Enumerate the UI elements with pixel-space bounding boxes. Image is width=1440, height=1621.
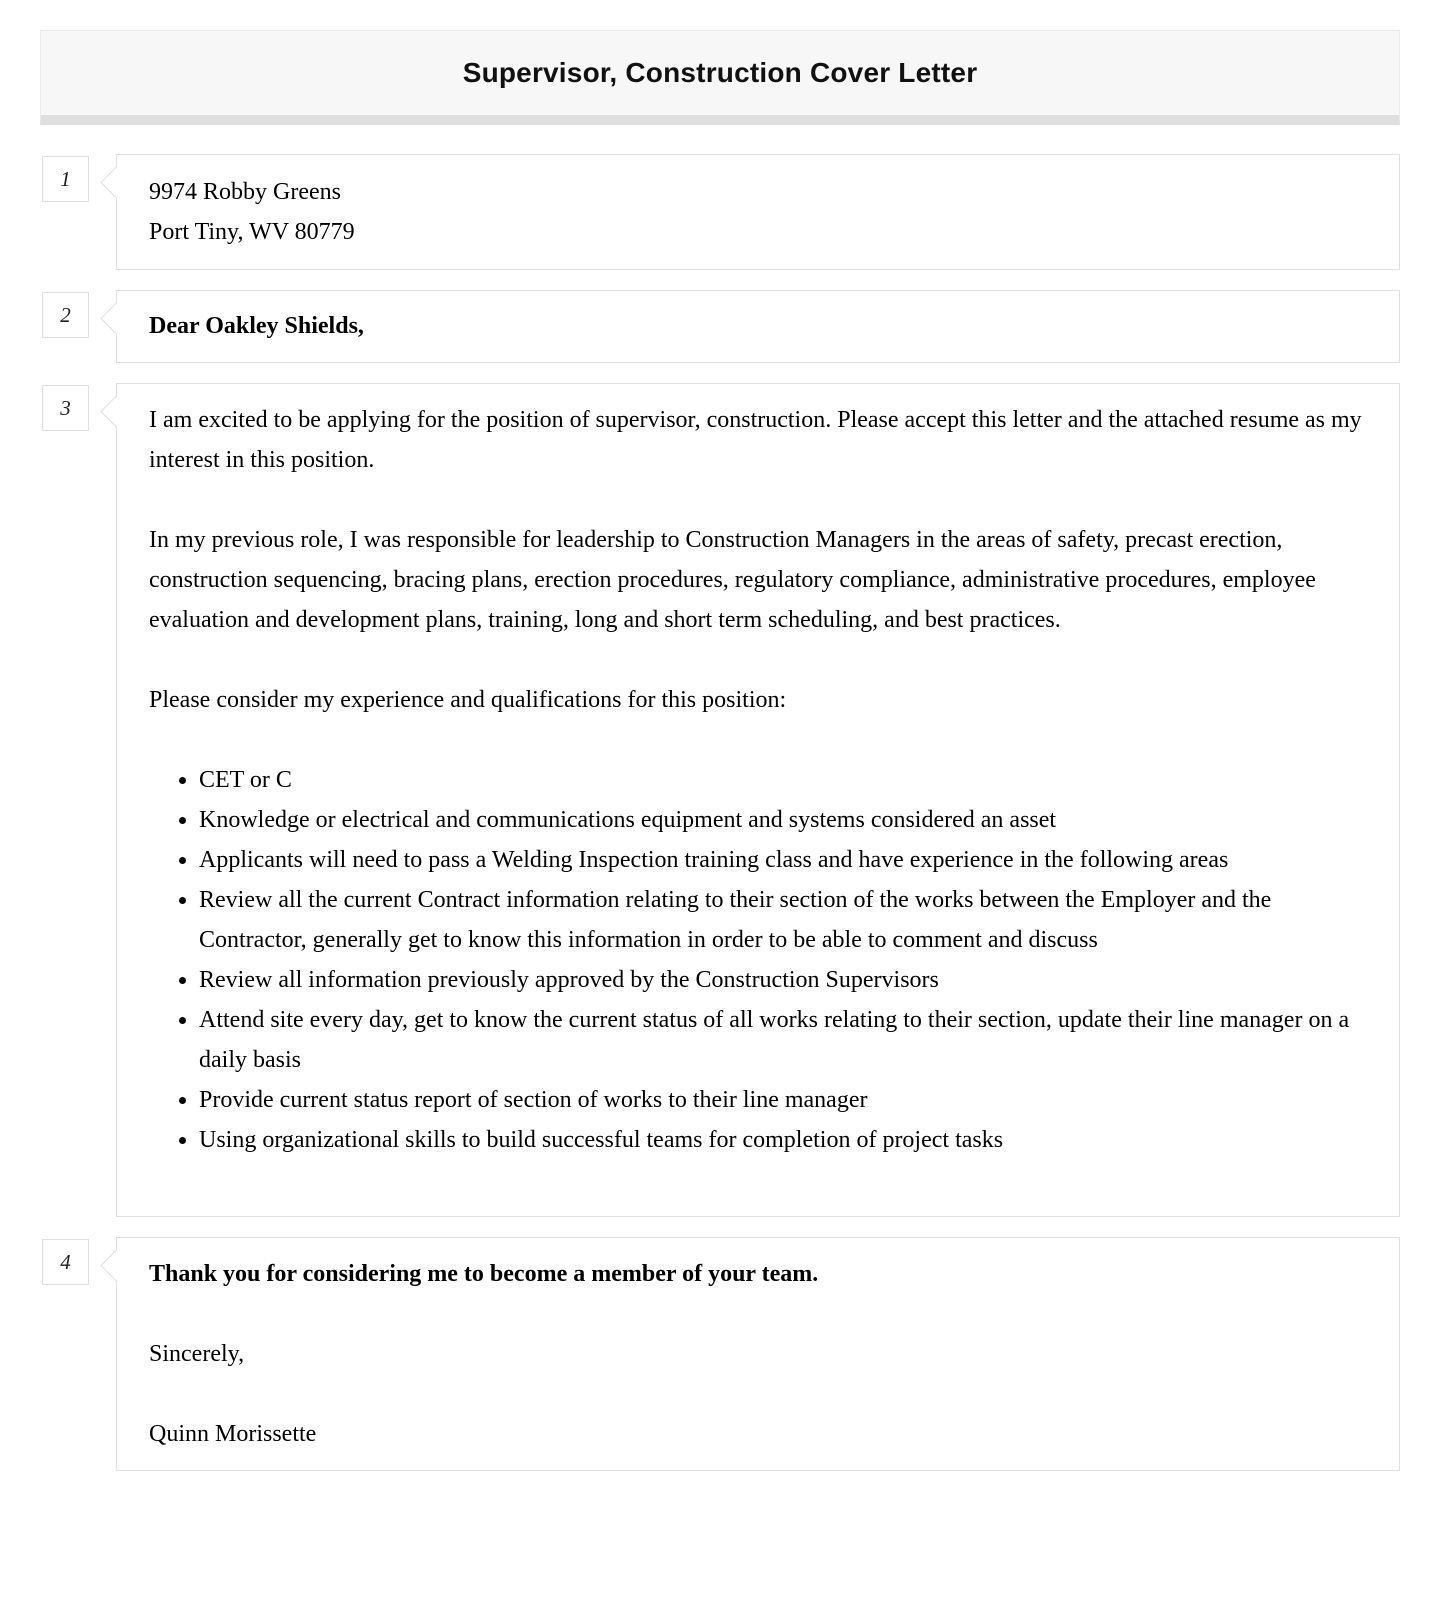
salutation-box (116, 290, 1400, 363)
section-3-number-badge (42, 385, 89, 431)
section-closing (40, 1237, 1400, 1471)
qualification-item: • Using organizational skills to build successful teams for completion of project tasks (199, 1120, 1367, 1160)
qualification-item: • Review all the current Contract information relating to their section of the works between the Employer and the Contractor, generally get to know this information in order to be able to comment and discuss (199, 880, 1367, 960)
signoff-line: Sincerely, (149, 1341, 245, 1367)
previous-role-paragraph: In my previous role, I was responsible for leadership to Construction Managers in the areas of safety, precast erection, construction sequencing, bracing plans, erection procedures, regulatory compliance, administrative procedures, employee evaluation and development plans, training, long and short term scheduling, and best practices. (149, 527, 1316, 633)
thank-you-line: Thank you for considering me to become a member of your team. (149, 1261, 819, 1287)
intro-paragraph: I am excited to be applying for the position of supervisor, construction. Please accept this letter and the attached resume as my interest in this position. (149, 407, 1362, 473)
section-number: 1 (60, 166, 71, 191)
closing-box (116, 1237, 1400, 1471)
document-header (40, 30, 1400, 125)
letter-main-box (116, 383, 1400, 1217)
signature-name: Quinn Morissette (149, 1421, 317, 1447)
qualifications-list (149, 760, 1367, 1160)
qualification-item: • CET or C (199, 760, 1367, 800)
section-1-number-badge (42, 156, 89, 202)
section-2-number-badge (42, 292, 89, 338)
section-sender-address (40, 154, 1400, 270)
address-line-city: Port Tiny, WV 80779 (149, 219, 355, 245)
section-letter-main (40, 383, 1400, 1217)
sender-address-box (116, 154, 1400, 270)
qualifications-lead-in: Please consider my experience and qualifications for this position: (149, 687, 787, 713)
qualification-item: • Attend site every day, get to know the current status of all works relating to their section, update their line manager on a daily basis (199, 1000, 1367, 1080)
qualification-item: • Applicants will need to pass a Welding Inspection training class and have experience in the following areas (199, 840, 1367, 880)
section-number: 2 (60, 302, 71, 327)
qualification-item: • Provide current status report of section of works to their line manager (199, 1080, 1367, 1120)
section-salutation (40, 290, 1400, 363)
section-number: 3 (60, 395, 71, 420)
address-line-street: 9974 Robby Greens (149, 179, 341, 205)
qualification-item: • Review all information previously approved by the Construction Supervisors (199, 960, 1367, 1000)
qualification-item: • Knowledge or electrical and communications equipment and systems considered an asset (199, 800, 1367, 840)
page-title: Supervisor, Construction Cover Letter (462, 57, 978, 88)
letter-body (40, 125, 1400, 1471)
section-number: 4 (60, 1249, 71, 1274)
section-4-number-badge (42, 1239, 89, 1285)
salutation-text: Dear Oakley Shields, (149, 313, 364, 339)
